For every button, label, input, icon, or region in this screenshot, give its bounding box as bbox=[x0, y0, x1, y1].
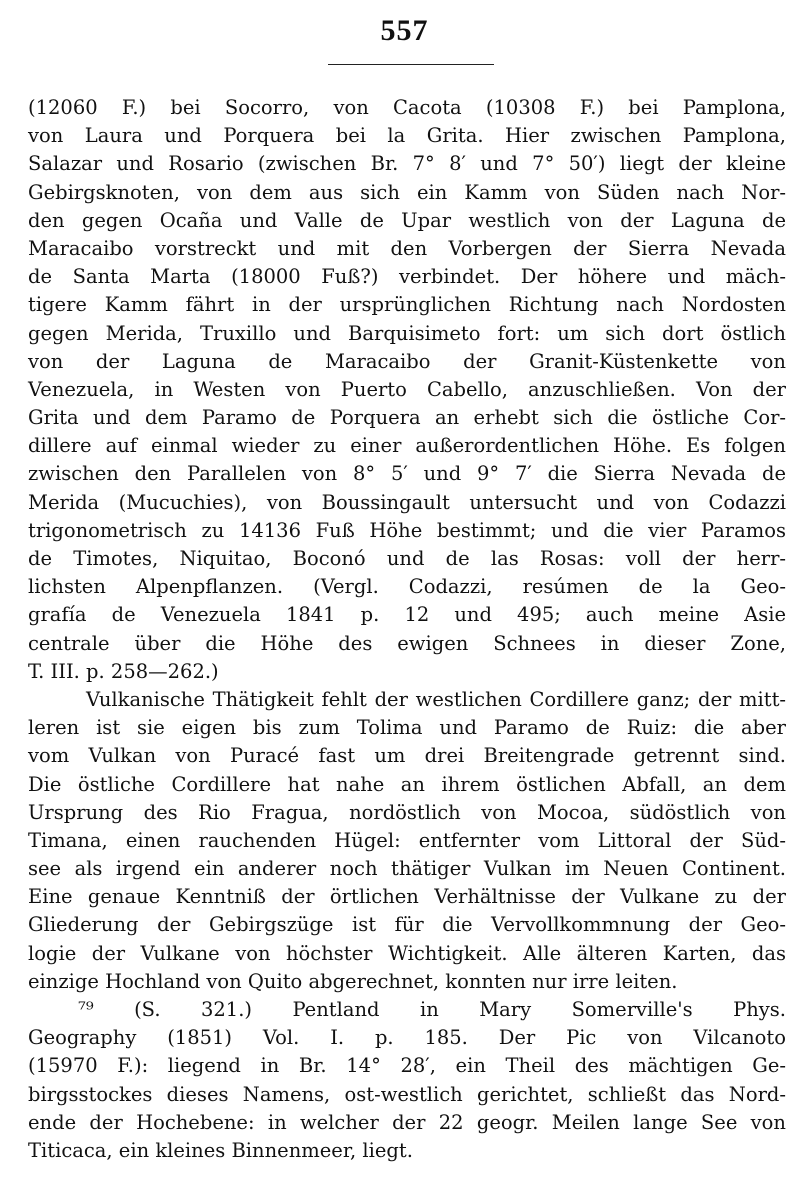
text-line: Gliederung der Gebirgszüge ist für die Vervollkommnung der Geo- bbox=[28, 913, 786, 937]
text-line: Vulkanische Thätigkeit fehlt der westlichen Cordillere ganz; der mitt- bbox=[86, 687, 786, 711]
text-line: centrale über die Höhe des ewigen Schnees in dieser Zone, bbox=[28, 631, 786, 655]
text-line: von Laura und Porquera bei la Grita. Hier zwischen Pamplona, bbox=[28, 124, 786, 148]
text-line: gegen Merida, Truxillo und Barquisimeto fort: um sich dort östlich bbox=[28, 321, 786, 345]
text-line: den gegen Ocaña und Valle de Upar westlich von der Laguna de bbox=[28, 208, 786, 232]
text-line: logie der Vulkane von höchster Wichtigkeit. Alle älteren Karten, das bbox=[28, 941, 786, 965]
text-line: (12060 F.) bei Socorro, von Cacota (10308 F.) bei Pamplona, bbox=[28, 96, 786, 119]
text-line: Maracaibo vorstreckt und mit den Vorbergen der Sierra Nevada bbox=[28, 236, 786, 260]
text-line: Die östliche Cordillere hat nahe an ihrem östlichen Abfall, an dem bbox=[28, 772, 786, 796]
text-line: Eine genaue Kenntniß der örtlichen Verhältnisse der Vulkane zu der bbox=[28, 885, 786, 909]
text-line: vom Vulkan von Puracé fast um drei Breitengrade getrennt sind. bbox=[28, 744, 786, 768]
body-text bbox=[28, 94, 786, 1165]
text-line: einzige Hochland von Quito abgerechnet, konnten nur irre leiten. bbox=[28, 969, 678, 993]
text-line: dillere auf einmal wieder zu einer außerordentlichen Höhe. Es folgen bbox=[28, 434, 786, 458]
footnote-line: ⁷⁹ (S. 321.) Pentland in Mary Somerville's Phys. bbox=[78, 998, 786, 1021]
text-line: Merida (Mucuchies), von Boussingault untersucht und von Codazzi bbox=[28, 490, 786, 514]
page-number: 557 bbox=[380, 14, 429, 47]
text-line: trigonometrisch zu 14136 Fuß Höhe bestimmt; und die vier Paramos bbox=[28, 518, 786, 542]
footnote-line: Titicaca, ein kleines Binnenmeer, liegt. bbox=[28, 1138, 413, 1162]
text-line: leren ist sie eigen bis zum Tolima und Paramo de Ruiz: die aber bbox=[28, 716, 786, 740]
text-line: Ursprung des Rio Fragua, nordöstlich von Mocoa, südöstlich von bbox=[28, 800, 786, 824]
footnote-line: (15970 F.): liegend in Br. 14° 28′, ein Theil des mächtigen Ge- bbox=[28, 1054, 786, 1078]
header-rule bbox=[328, 64, 494, 65]
text-line: grafía de Venezuela 1841 p. 12 und 495; auch meine Asie bbox=[28, 603, 786, 627]
text-line: de Santa Marta (18000 Fuß?) verbindet. Der höhere und mäch- bbox=[28, 265, 786, 289]
text-line: von der Laguna de Maracaibo der Granit-Küstenkette von bbox=[28, 349, 786, 373]
footnote-line: Geography (1851) Vol. I. p. 185. Der Pic von Vilcanoto bbox=[28, 1026, 786, 1050]
text-line: Timana, einen rauchenden Hügel: entfernter vom Littoral der Süd- bbox=[28, 828, 786, 852]
footnote-line: birgsstockes dieses Namens, ost-westlich gerichtet, schließt das Nord- bbox=[28, 1082, 786, 1106]
text-line: de Timotes, Niquitao, Boconó und de las Rosas: voll der herr- bbox=[28, 547, 786, 570]
text-line: tigere Kamm fährt in der ursprünglichen Richtung nach Nordosten bbox=[28, 293, 786, 317]
text-line: see als irgend ein anderer noch thätiger Vulkan im Neuen Continent. bbox=[28, 857, 786, 881]
text-line: Salazar und Rosario (zwischen Br. 7° 8′ und 7° 50′) liegt der kleine bbox=[28, 152, 786, 176]
text-line: Grita und dem Paramo de Porquera an erhebt sich die östliche Cor- bbox=[28, 406, 786, 430]
text-line: Gebirgsknoten, von dem aus sich ein Kamm von Süden nach Nor- bbox=[28, 180, 786, 204]
footnote-line: ende der Hochebene: in welcher der 22 geogr. Meilen lange See von bbox=[28, 1110, 786, 1134]
text-line: zwischen den Parallelen von 8° 5′ und 9° 7′ die Sierra Nevada de bbox=[28, 462, 786, 486]
text-line: T. III. p. 258—262.) bbox=[28, 659, 219, 683]
text-line: Venezuela, in Westen von Puerto Cabello, anzuschließen. Von der bbox=[28, 377, 786, 401]
text-line: lichsten Alpenpflanzen. (Vergl. Codazzi, resúmen de la Geo- bbox=[28, 575, 786, 599]
